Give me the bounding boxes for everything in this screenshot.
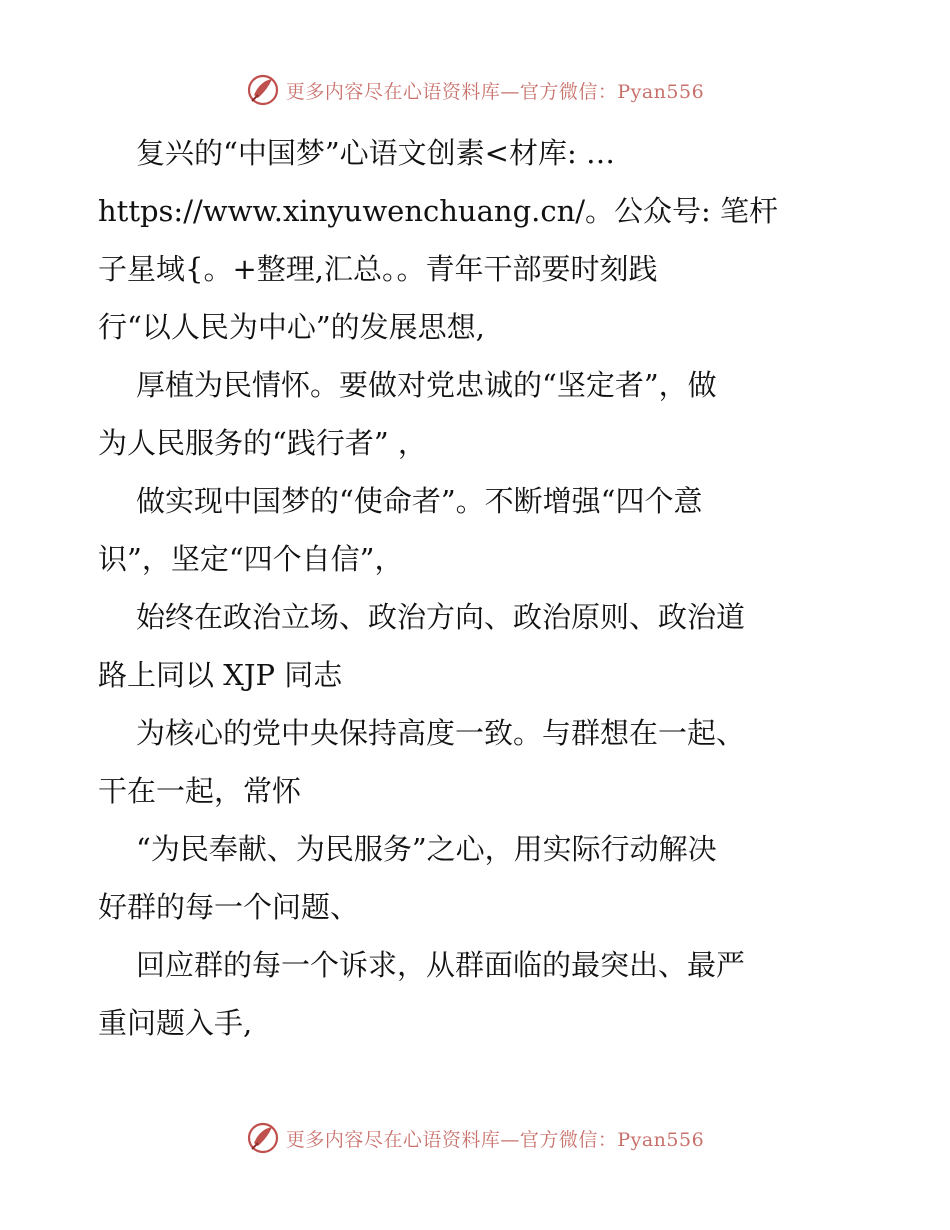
pen-nib-logo-icon — [246, 1121, 280, 1155]
footer-banner-text: 更多内容尽在心语资料库—官方微信：Pyan556 — [285, 1128, 705, 1151]
header-banner — [0, 70, 950, 110]
text-line: https://www.xinyuwenchuang.cn/。公众号: 笔杆 — [98, 194, 779, 228]
text-line: 行“以人民为中心”的发展思想, — [98, 310, 485, 344]
header-banner-text: 更多内容尽在心语资料库—官方微信：Pyan556 — [285, 80, 705, 103]
text-line: 为人民服务的“践行者” ， — [98, 426, 427, 460]
text-line: 复兴的“中国梦”心语文创素<材库: … — [136, 136, 615, 170]
text-line: 重问题入手, — [98, 1006, 253, 1040]
text-line: 识”，坚定“四个自信”， — [98, 542, 404, 576]
text-line: 始终在政治立场、政治方向、政治原则、政治道 — [136, 600, 746, 634]
text-line: 厚植为民情怀。要做对党忠诚的“坚定者”，做 — [136, 368, 717, 402]
document-body — [98, 124, 858, 1052]
text-line: 做实现中国梦的“使命者”。不断增强“四个意 — [136, 484, 703, 518]
text-line: 为核心的党中央保持高度一致。与群想在一起、 — [136, 716, 746, 750]
text-line: 干在一起，常怀 — [98, 774, 302, 808]
text-line: 回应群的每一个诉求，从群面临的最突出、最严 — [136, 948, 746, 982]
text-line: 路上同以 XJP 同志 — [98, 658, 343, 692]
footer-banner — [0, 1118, 950, 1158]
text-line: 好群的每一个问题、 — [98, 890, 360, 924]
pen-nib-logo-icon — [246, 73, 280, 107]
text-line: “为民奉献、为民服务”之心，用实际行动解决 — [136, 832, 717, 866]
text-line: 子星域{。+整理,汇总。。青年干部要时刻践 — [98, 252, 658, 286]
